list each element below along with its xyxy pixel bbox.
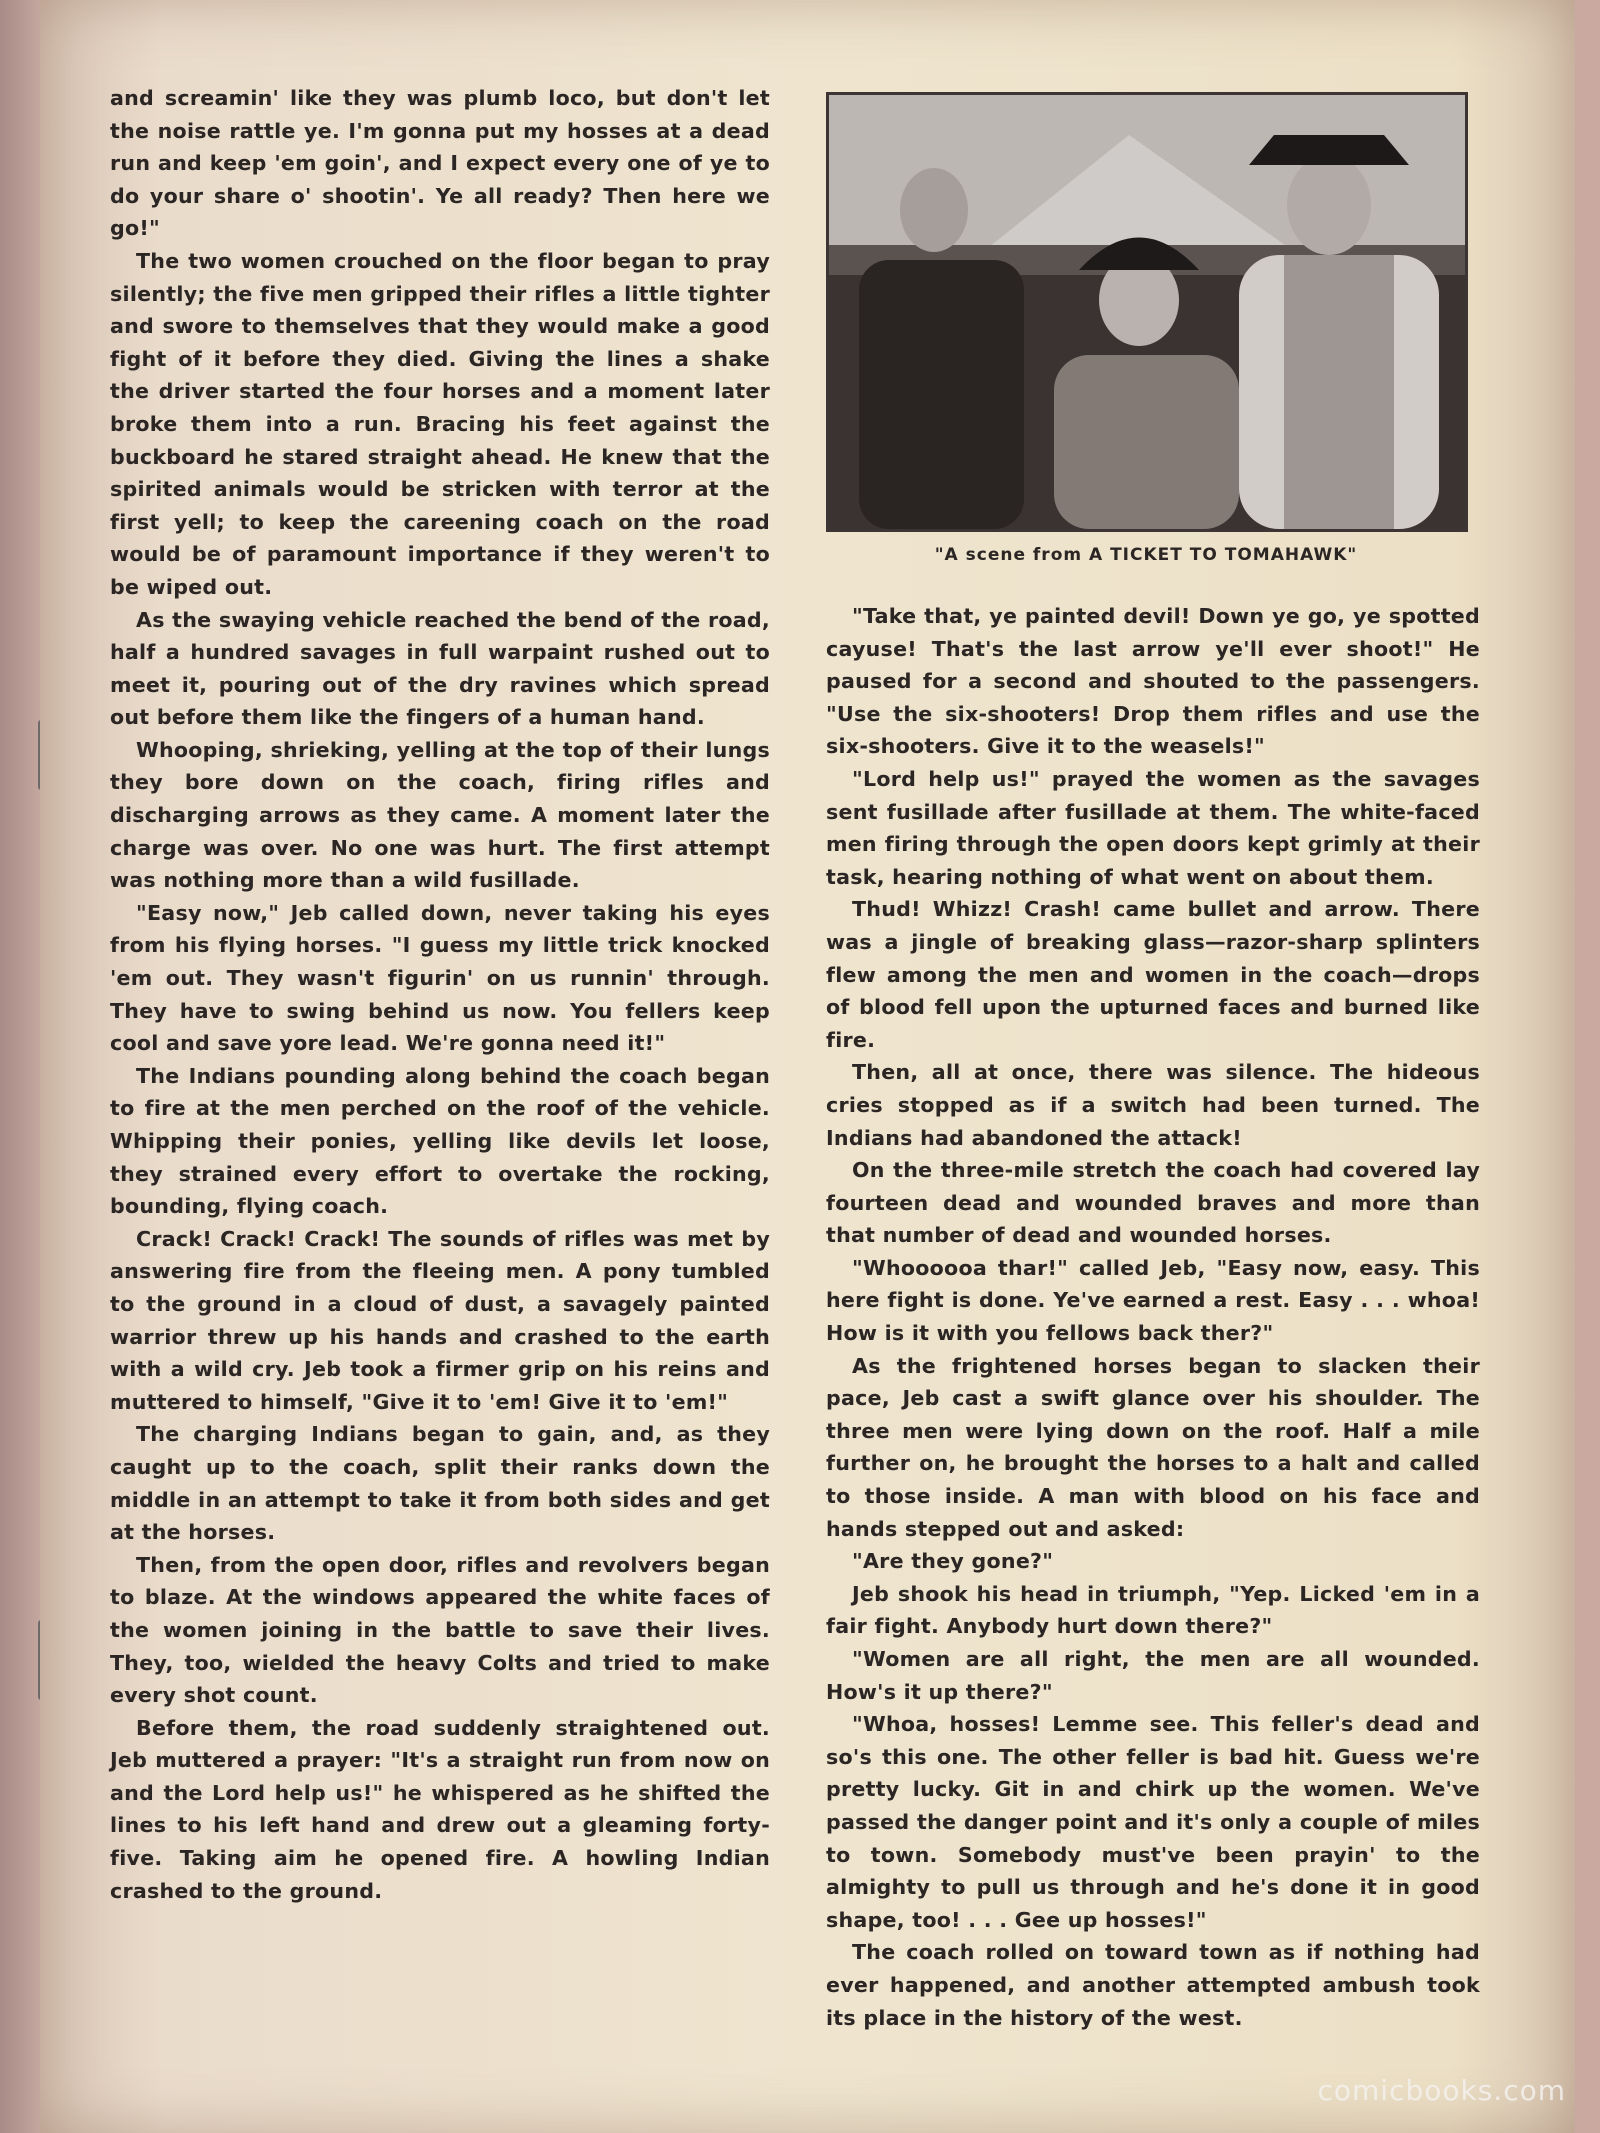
paragraph: Crack! Crack! Crack! The sounds of rifles was met by answering fire from the fleeing men. A pony tumbled to the ground in a cloud of dust, a savagely painted warrior threw up his hands and crashed to the earth with a wild cry. Jeb took a firmer grip on his reins and muttered to himself, "Give it to 'em! Give it to 'em!" xyxy=(110,1226,770,1414)
paragraph: "Whoa, hosses! Lemme see. This feller's dead and so's this one. The other feller is bad hit. Guess we're pretty lucky. Git in and chirk up the women. We've passed the danger point and it's only a couple of miles to town. Somebody must've been prayin' to the almighty to pull us through and he's done it in good shape, too! . . . Gee up hosses!" xyxy=(826,1712,1480,1932)
paragraph: As the frightened horses began to slacken their pace, Jeb cast a swift glance over his shoulder. The three men were lying down on the roof. Half a mile further on, he brought the horses to a halt and called to those inside. A man with blood on his face and hands stepped out and asked: xyxy=(826,1353,1480,1541)
paragraph: Before them, the road suddenly straightened out. Jeb muttered a prayer: "It's a straight run from now on and the Lord help us!" he whispered as he shifted the lines to his left hand and drew out a gleaming forty-five. Taking aim he opened fire. A howling Indian crashed to the ground. xyxy=(110,1715,770,1903)
paragraph: "Women are all right, the men are all wounded. How's it up there?" xyxy=(826,1647,1480,1704)
paragraph: "Whoooooa thar!" called Jeb, "Easy now, easy. This here fight is done. Ye've earned a rest. Easy . . . whoa! How is it with you fellows back ther?" xyxy=(826,1255,1480,1346)
paragraph: "Take that, ye painted devil! Down ye go, ye spotted cayuse! That's the last arrow ye'll ever shoot!" He paused for a second and shouted to the passengers. "Use the six-shooters! Drop them rifles and use the six-shooters. Give it to the weasels!" xyxy=(826,604,1480,759)
paragraph: "Are they gone?" xyxy=(852,1549,1054,1574)
paragraph: Jeb shook his head in triumph, "Yep. Licked 'em in a fair fight. Anybody hurt down there?" xyxy=(826,1581,1480,1639)
paragraph: "Lord help us!" prayed the women as the savages sent fusillade after fusillade at them. The white-faced men firing through the open doors kept grimly at their task, hearing nothing of what went on about them. xyxy=(826,766,1480,889)
paragraph: As the swaying vehicle reached the bend of the road, half a hundred savages in full warpaint rushed out to meet it, pouring out of the dry ravines which spread out before them like the fingers of a human hand. xyxy=(110,607,770,730)
paragraph: The two women crouched on the floor began to pray silently; the five men gripped their rifles a little tighter and swore to themselves that they would make a good fight of it before they died. Giving the lines a shake the driver started the four horses and a moment later broke them into a run. Bracing his feet against the buckboard he stared straight ahead. He knew that the spirited animals would be stricken with terror at the first yell; to keep the careening coach on the road would be of paramount importance if they weren't to be wiped out. xyxy=(110,248,770,599)
paragraph: Thud! Whizz! Crash! came bullet and arrow. There was a jingle of breaking glass—razor-sharp splinters flew among the men and women in the coach—drops of blood fell upon the upturned faces and burned like fire. xyxy=(826,897,1480,1052)
paragraph: On the three-mile stretch the coach had covered lay fourteen dead and wounded braves and more than that number of dead and wounded horses. xyxy=(826,1158,1480,1248)
paragraph: The charging Indians began to gain, and, as they caught up to the coach, split their ranks down the middle in an attempt to take it from both sides and get at the horses. xyxy=(110,1422,770,1545)
film-still-photo xyxy=(826,92,1468,532)
paragraph: Then, from the open door, rifles and revolvers began to blaze. At the windows appeared the white faces of the women joining in the battle to save their lives. They, too, wielded the heavy Colts and tried to make every shot count. xyxy=(110,1552,770,1708)
text-column-left xyxy=(110,82,770,1907)
photo-caption: "A scene from A TICKET TO TOMAHAWK" xyxy=(934,545,1358,565)
paragraph: Then, all at once, there was silence. The hideous cries stopped as if a switch had been turned. The Indians had abandoned the attack! xyxy=(826,1060,1480,1150)
paragraph: Whooping, shrieking, yelling at the top of their lungs they bore down on the coach, firing rifles and discharging arrows as they came. A moment later the charge was over. No one was hurt. The first attempt was nothing more than a wild fusillade. xyxy=(110,737,770,893)
photo-illustration xyxy=(829,95,1465,529)
paragraph: "Easy now," Jeb called down, never taking his eyes from his flying horses. "I guess my little trick knocked 'em out. They wasn't figurin' on us runnin' through. They have to swing behind us now. You fellers keep cool and save yore lead. We're gonna need it!" xyxy=(110,900,770,1056)
paragraph: and screamin' like they was plumb loco, but don't let the noise rattle ye. I'm gonna put my hosses at a dead run and keep 'em goin', and I expect every one of ye to do your share o' shootin'. Ye all ready? Then here we go!" xyxy=(110,86,770,241)
paragraph: The Indians pounding along behind the coach began to fire at the men perched on the roof of the vehicle. Whipping their ponies, yelling like devils let loose, they strained every effort to overtake the rocking, bounding, flying coach. xyxy=(110,1063,770,1219)
text-column-right xyxy=(826,600,1480,2034)
page-spine xyxy=(0,0,40,2133)
site-watermark: comicbooks.com xyxy=(1317,2074,1566,2107)
paragraph: The coach rolled on toward town as if nothing had ever happened, and another attempted ambush took its place in the history of the west. xyxy=(826,1940,1480,2030)
